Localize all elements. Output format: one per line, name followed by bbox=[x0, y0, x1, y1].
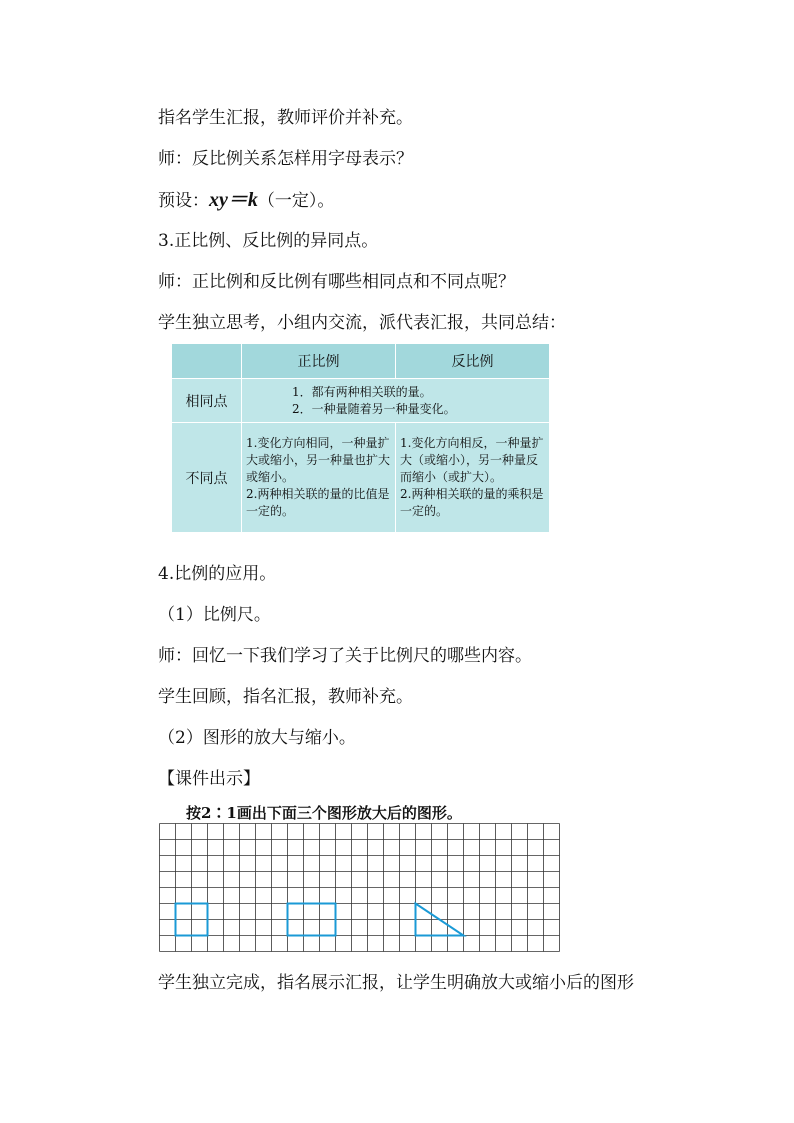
comparison-table bbox=[171, 343, 550, 533]
table-header-row bbox=[172, 344, 550, 379]
preset-label: 预设： bbox=[158, 191, 209, 211]
grid-figure bbox=[159, 823, 561, 957]
diff-direct-1: 1.变化方向相同，一种量扩大或缩小，另一种量也扩大或缩小。 bbox=[246, 436, 391, 484]
same-points-cell bbox=[242, 379, 550, 423]
text-report-evaluate: 指名学生汇报，教师评价并补充。 bbox=[158, 108, 413, 128]
table-header-inverse: 反比例 bbox=[396, 344, 550, 379]
diff-inverse-1: 1.变化方向相反，一种量扩大（或缩小），另一种量反而缩小（或扩大）。 bbox=[400, 436, 544, 484]
formula-note: （一定）。 bbox=[257, 191, 335, 211]
heading-enlarge-reduce: （2）图形的放大与缩小。 bbox=[158, 728, 356, 748]
formula-xy-k: xy＝k bbox=[209, 189, 258, 211]
text-students-review: 学生回顾，指名汇报，教师补充。 bbox=[158, 687, 413, 707]
exercise-title: 按2∶1画出下面三个图形放大后的图形。 bbox=[186, 804, 462, 822]
diff-direct-cell bbox=[242, 423, 396, 533]
row-label-diff: 不同点 bbox=[172, 423, 242, 533]
diff-direct-2: 2.两种相关联的量的比值是一定的。 bbox=[246, 487, 390, 518]
table-row-same bbox=[172, 379, 550, 423]
text-students-summarize: 学生独立思考，小组内交流，派代表汇报，共同总结： bbox=[158, 313, 566, 333]
text-teacher-question-inverse: 师：反比例关系怎样用字母表示？ bbox=[158, 149, 413, 169]
same-point-1: 1．都有两种相关联的量。 bbox=[292, 384, 432, 399]
diff-inverse-cell bbox=[396, 423, 550, 533]
heading-scale: （1）比例尺。 bbox=[158, 605, 271, 625]
heading-similarities-differences: 3.正比例、反比例的异同点。 bbox=[158, 231, 379, 251]
grid-svg bbox=[159, 823, 561, 953]
text-preset-formula bbox=[158, 189, 334, 212]
text-courseware-show: 【课件出示】 bbox=[158, 769, 260, 789]
table-row-diff bbox=[172, 423, 550, 533]
table-header-direct: 正比例 bbox=[242, 344, 396, 379]
text-teacher-recall-scale: 师：回忆一下我们学习了关于比例尺的哪些内容。 bbox=[158, 646, 532, 666]
same-point-2: 2．一种量随着另一种量变化。 bbox=[292, 401, 456, 416]
row-label-same: 相同点 bbox=[172, 379, 242, 423]
table-header-blank bbox=[172, 344, 242, 379]
text-students-complete: 学生独立完成，指名展示汇报，让学生明确放大或缩小后的图形 bbox=[158, 973, 634, 993]
diff-inverse-2: 2.两种相关联的量的乘积是一定的。 bbox=[400, 487, 544, 518]
text-teacher-question-compare: 师：正比例和反比例有哪些相同点和不同点呢？ bbox=[158, 272, 515, 292]
heading-ratio-application: 4.比例的应用。 bbox=[158, 564, 277, 584]
